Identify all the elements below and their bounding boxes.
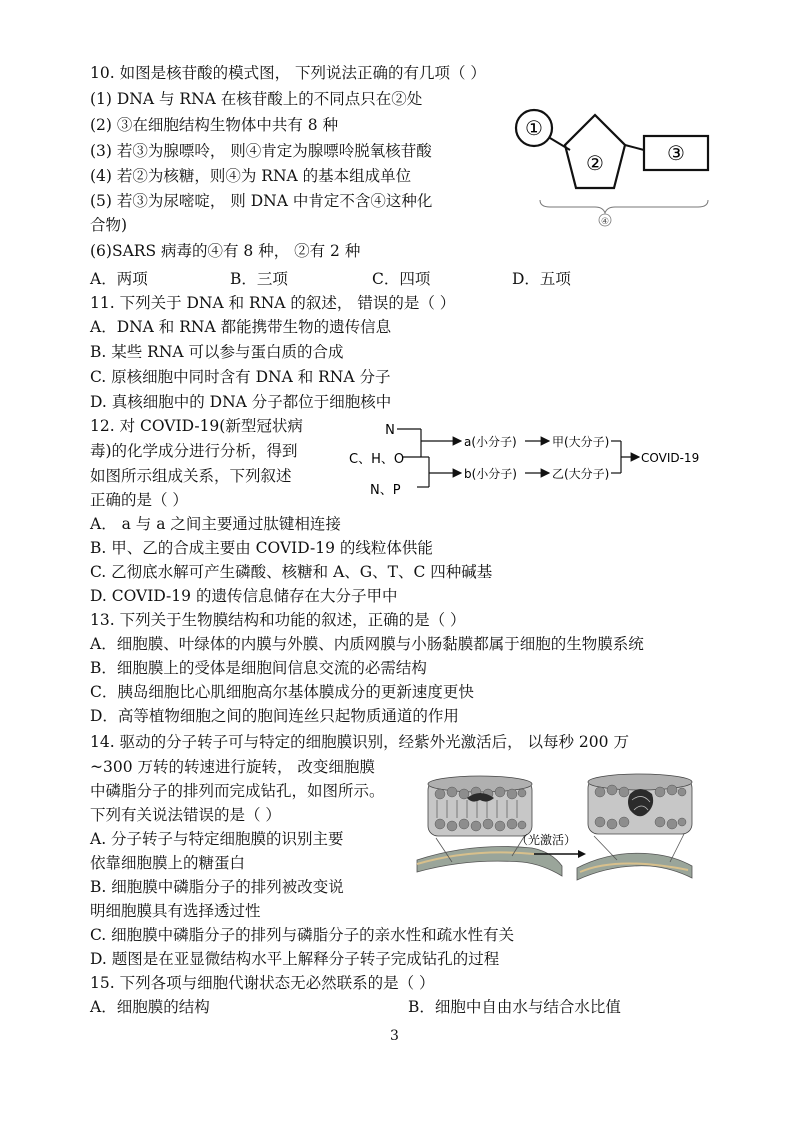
q15-option-b: B．细胞中自由水与结合水比值	[408, 998, 621, 1016]
covid-label: COVID-19	[641, 451, 700, 465]
q14-stem-4: 下列有关说法错误的是（ ）	[90, 806, 281, 824]
q11-option-c: C. 原核细胞中同时含有 DNA 和 RNA 分子	[90, 368, 391, 386]
q13-option-a: A．细胞膜、叶绿体的内膜与外膜、内质网膜与小肠黏膜都属于细胞的生物膜系统	[90, 635, 644, 653]
element-cho: C、H、O	[349, 452, 405, 467]
q10-option-a: A．两项	[90, 270, 148, 288]
q10-option-b: B．三项	[230, 270, 288, 288]
q13-option-b: B．细胞膜上的受体是细胞间信息交流的必需结构	[90, 659, 427, 677]
q10-option-d: D．五项	[512, 270, 571, 288]
q13-option-d: D．高等植物细胞之间的胞间连丝只起物质通道的作用	[90, 707, 459, 725]
q12-stem-2: 毒)的化学成分进行分析，得到	[90, 442, 298, 460]
q10-item-1: (1) DNA 与 RNA 在核苷酸上的不同点只在②处	[90, 90, 423, 108]
q15-stem: 15. 下列各项与细胞代谢状态无必然联系的是（ ）	[90, 974, 435, 992]
q12-option-c: C. 乙彻底水解可产生磷酸、核糖和 A、G、T、C 四种碱基	[90, 563, 493, 581]
q14-stem-1: 14. 驱动的分子转子可与特定的细胞膜识别，经紫外光激活后， 以每秒 200 万	[90, 733, 629, 751]
q14-option-c: C. 细胞膜中磷脂分子的排列与磷脂分子的亲水性和疏水性有关	[90, 926, 515, 944]
q14-stem-3: 中磷脂分子的排列而完成钻孔，如图所示。	[90, 782, 385, 800]
q14-option-d: D. 题图是在亚显微结构水平上解释分子转子完成钻孔的过程	[90, 950, 500, 968]
q14-option-a-cont: 依靠细胞膜上的糖蛋白	[90, 854, 246, 872]
q10-item-3: (3) 若③为腺嘌呤， 则④肯定为腺嘌呤脱氧核苷酸	[90, 142, 432, 160]
q12-stem-1: 12. 对 COVID-19(新型冠状病	[90, 417, 303, 435]
q11-option-a: A．DNA 和 RNA 都能携带生物的遗传信息	[90, 318, 392, 336]
q13-option-c: C．胰岛细胞比心肌细胞高尔基体膜成分的更新速度更快	[90, 683, 474, 701]
covid-composition-diagram	[345, 415, 720, 505]
element-np: N、P	[370, 483, 401, 498]
q10-item-5: (5) 若③为尿嘧啶， 则 DNA 中肯定不含④这种化	[90, 192, 433, 210]
q12-stem-4: 正确的是（ ）	[90, 491, 188, 509]
q10-item-4: (4) 若②为核糖，则④为 RNA 的基本组成单位	[90, 167, 412, 185]
q10-item-6: (6)SARS 病毒的④有 8 种， ②有 2 种	[90, 242, 361, 260]
q15-option-a: A．细胞膜的结构	[90, 998, 210, 1016]
membrane-left	[417, 847, 562, 877]
q14-option-b: B. 细胞膜中磷脂分子的排列被改变说	[90, 878, 344, 896]
page-number: 3	[390, 1028, 399, 1044]
q11-option-d: D. 真核细胞中的 DNA 分子都位于细胞核中	[90, 393, 392, 411]
nucleotide-label: ④	[600, 217, 610, 227]
q11-stem: 11. 下列关于 DNA 和 RNA 的叙述， 错误的是（ ）	[90, 294, 456, 312]
element-n: N	[385, 423, 395, 438]
nucleotide-diagram	[510, 100, 740, 235]
activation-label: （光激活）	[515, 833, 577, 847]
q11-option-b: B. 某些 RNA 可以参与蛋白质的合成	[90, 343, 344, 361]
q14-stem-2: ~300 万转的转速进行旋转， 改变细胞膜	[90, 758, 375, 776]
sugar-label: ②	[586, 151, 604, 175]
q13-stem: 13. 下列关于生物膜结构和功能的叙述，正确的是（ ）	[90, 611, 466, 629]
molecular-rotor-figure	[412, 770, 697, 885]
macromolecule-jia: 甲(大分子)	[552, 435, 610, 449]
q10-stem: 10. 如图是核苷酸的模式图， 下列说法正确的有几项（ ）	[90, 64, 486, 82]
macromolecule-yi: 乙(大分子)	[552, 467, 610, 481]
q14-option-a: A. 分子转子与特定细胞膜的识别主要	[90, 830, 344, 848]
q10-item-2: (2) ③在细胞结构生物体中共有 8 种	[90, 116, 339, 134]
q10-option-c: C．四项	[372, 270, 431, 288]
q12-option-a: A． a 与 a 之间主要通过肽键相连接	[90, 515, 341, 533]
nucleotide-brace	[540, 200, 708, 213]
q12-option-b: B. 甲、乙的合成主要由 COVID-19 的线粒体供能	[90, 539, 433, 557]
monomer-b: b(小分子)	[464, 467, 517, 481]
phosphate-label: ①	[525, 116, 543, 140]
q14-option-b-cont: 明细胞膜具有选择透过性	[90, 902, 261, 920]
q12-option-d: D. COVID-19 的遗传信息储存在大分子甲中	[90, 587, 398, 605]
base-label: ③	[667, 141, 685, 165]
monomer-a: a(小分子)	[464, 435, 517, 449]
activation-arrow	[578, 850, 586, 858]
q12-stem-3: 如图所示组成关系，下列叙述	[90, 467, 292, 485]
q10-item-5-cont: 合物)	[90, 216, 128, 234]
